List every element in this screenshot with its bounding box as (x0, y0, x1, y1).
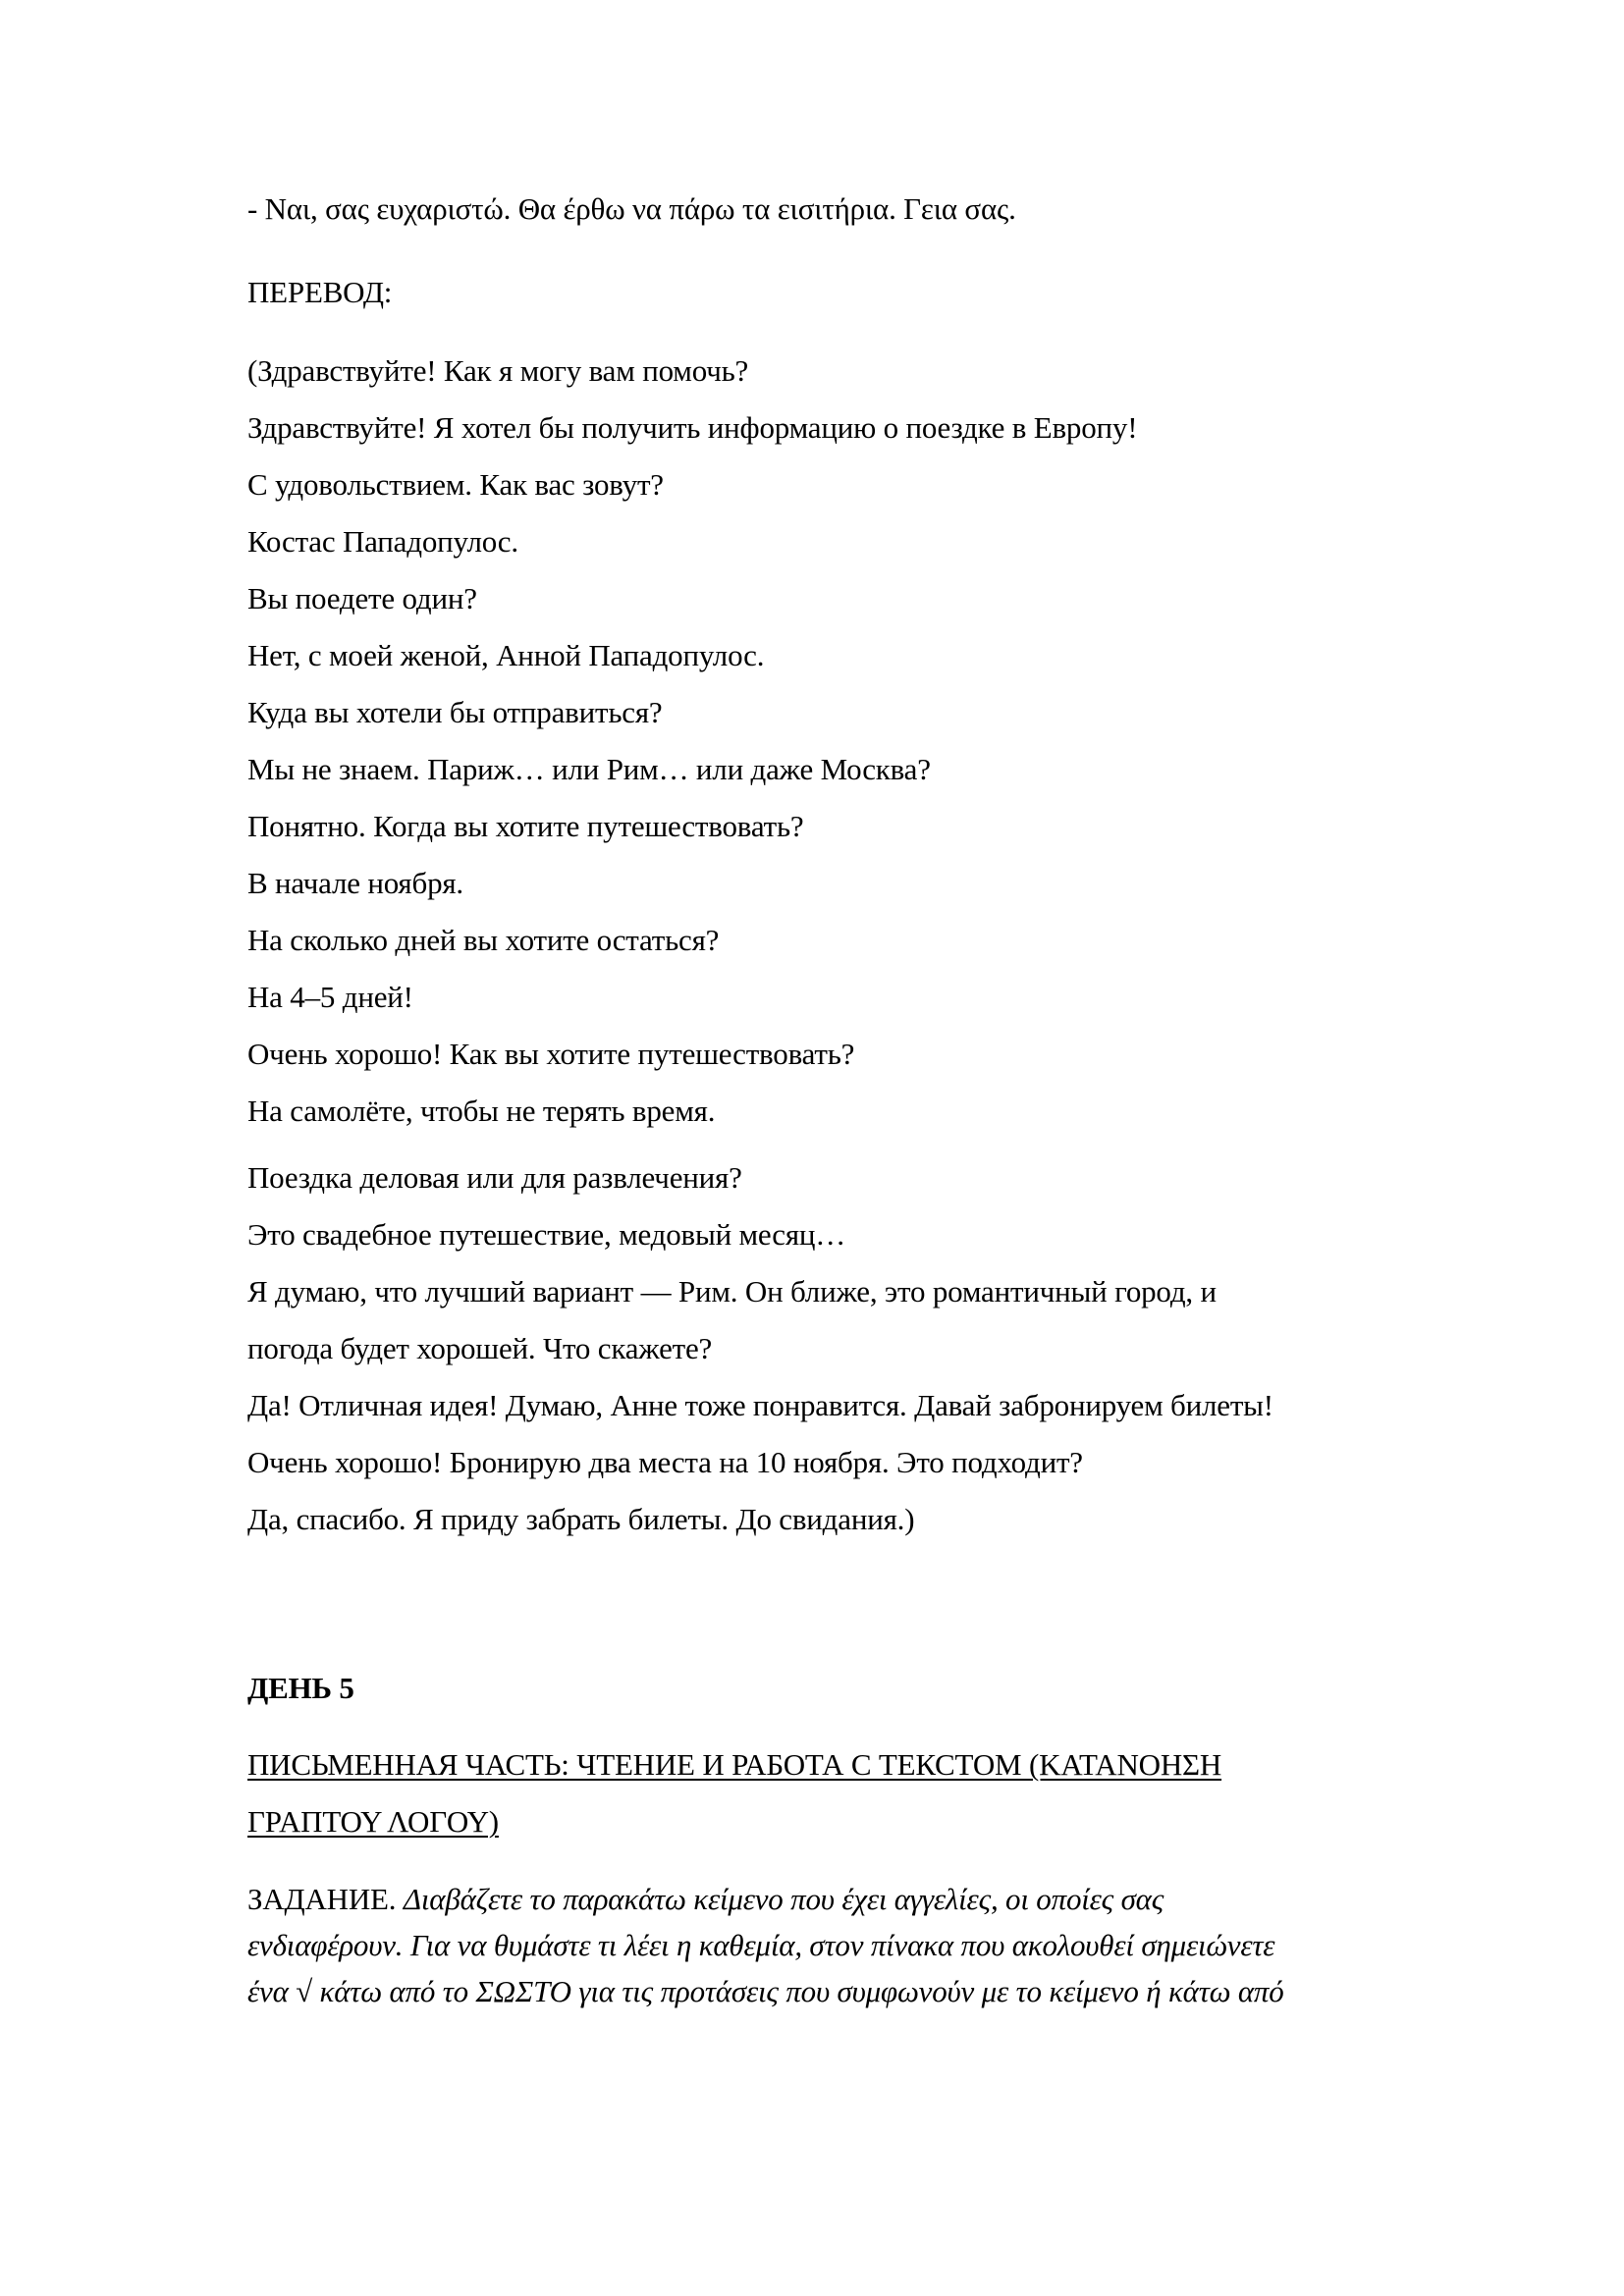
dialogue-line: На 4–5 дней! (247, 980, 413, 1014)
dialogue-line: погода будет хорошей. Что скажете? (247, 1331, 713, 1365)
dialogue-line: Здравствуйте! Я хотел бы получить информацию о поездке в Европу! (247, 410, 1138, 445)
task-line: ενδιαφέρουν. Για να θυμάστε τι λέει η καθεμία, στον πίνακα που ακολουθεί σημειώνετε (247, 1928, 1275, 1962)
dialogue-line: На сколько дней вы хотите остаться? (247, 923, 720, 957)
dialogue-line: С удовольствием. Как вас зовут? (247, 467, 664, 502)
translation-heading: ПЕРЕВОД: (247, 275, 393, 309)
dialogue-line: Да, спасибо. Я приду забрать билеты. До свидания.) (247, 1502, 915, 1536)
dialogue-line: Это свадебное путешествие, медовый месяц… (247, 1217, 846, 1252)
task-line: ένα √ κάτω από το ΣΩΣΤΟ για τις προτάσεις που συμφωνούν με το κείμενο ή κάτω από (247, 1974, 1284, 2008)
dialogue-line: Очень хорошо! Бронирую два места на 10 ноября. Это подходит? (247, 1445, 1083, 1479)
dialogue-line: Куда вы хотели бы отправиться? (247, 695, 663, 729)
dialogue-line: В начале ноября. (247, 866, 463, 900)
task-label: ЗАДАНИЕ. (247, 1882, 397, 1916)
dialogue-line: Понятно. Когда вы хотите путешествовать? (247, 809, 804, 843)
dialogue-line: Поездка деловая или для развлечения? (247, 1160, 742, 1195)
day-heading: ДЕНЬ 5 (247, 1671, 354, 1705)
dialogue-line: Очень хорошо! Как вы хотите путешествовать? (247, 1037, 855, 1071)
dialogue-line: Костас Пападопулос. (247, 524, 518, 559)
dialogue-line: Вы поедете один? (247, 581, 477, 615)
dialogue-line: Мы не знаем. Париж… или Рим… или даже Москва? (247, 752, 931, 786)
dialogue-line: Нет, с моей женой, Анной Пападопулос. (247, 638, 765, 672)
greek-closing-line: - Ναι, σας ευχαριστώ. Θα έρθω να πάρω τα εισιτήρια. Γεια σας. (247, 191, 1016, 226)
dialogue-line: На самолёте, чтобы не терять время. (247, 1094, 716, 1128)
dialogue-line: Да! Отличная идея! Думаю, Анне тоже понравится. Давай забронируем билеты! (247, 1388, 1273, 1422)
dialogue-line: (Здравствуйте! Как я могу вам помочь? (247, 353, 749, 388)
dialogue-line: Я думаю, что лучший вариант — Рим. Он ближе, это романтичный город, и (247, 1274, 1217, 1308)
section-heading-line: ΓΡΑΠΤΟΥ ΛΟΓΟΥ) (247, 1804, 499, 1839)
task-line (247, 1880, 1164, 1919)
task-text: Διαβάζετε το παρακάτω κείμενο που έχει αγγελίες, οι οποίες σας (396, 1882, 1164, 1916)
section-heading-line: ПИСЬМЕННАЯ ЧАСТЬ: ЧТЕНИЕ И РАБОТА С ТЕКСТОМ (ΚΑΤΑΝΟΗΣΗ (247, 1747, 1222, 1782)
